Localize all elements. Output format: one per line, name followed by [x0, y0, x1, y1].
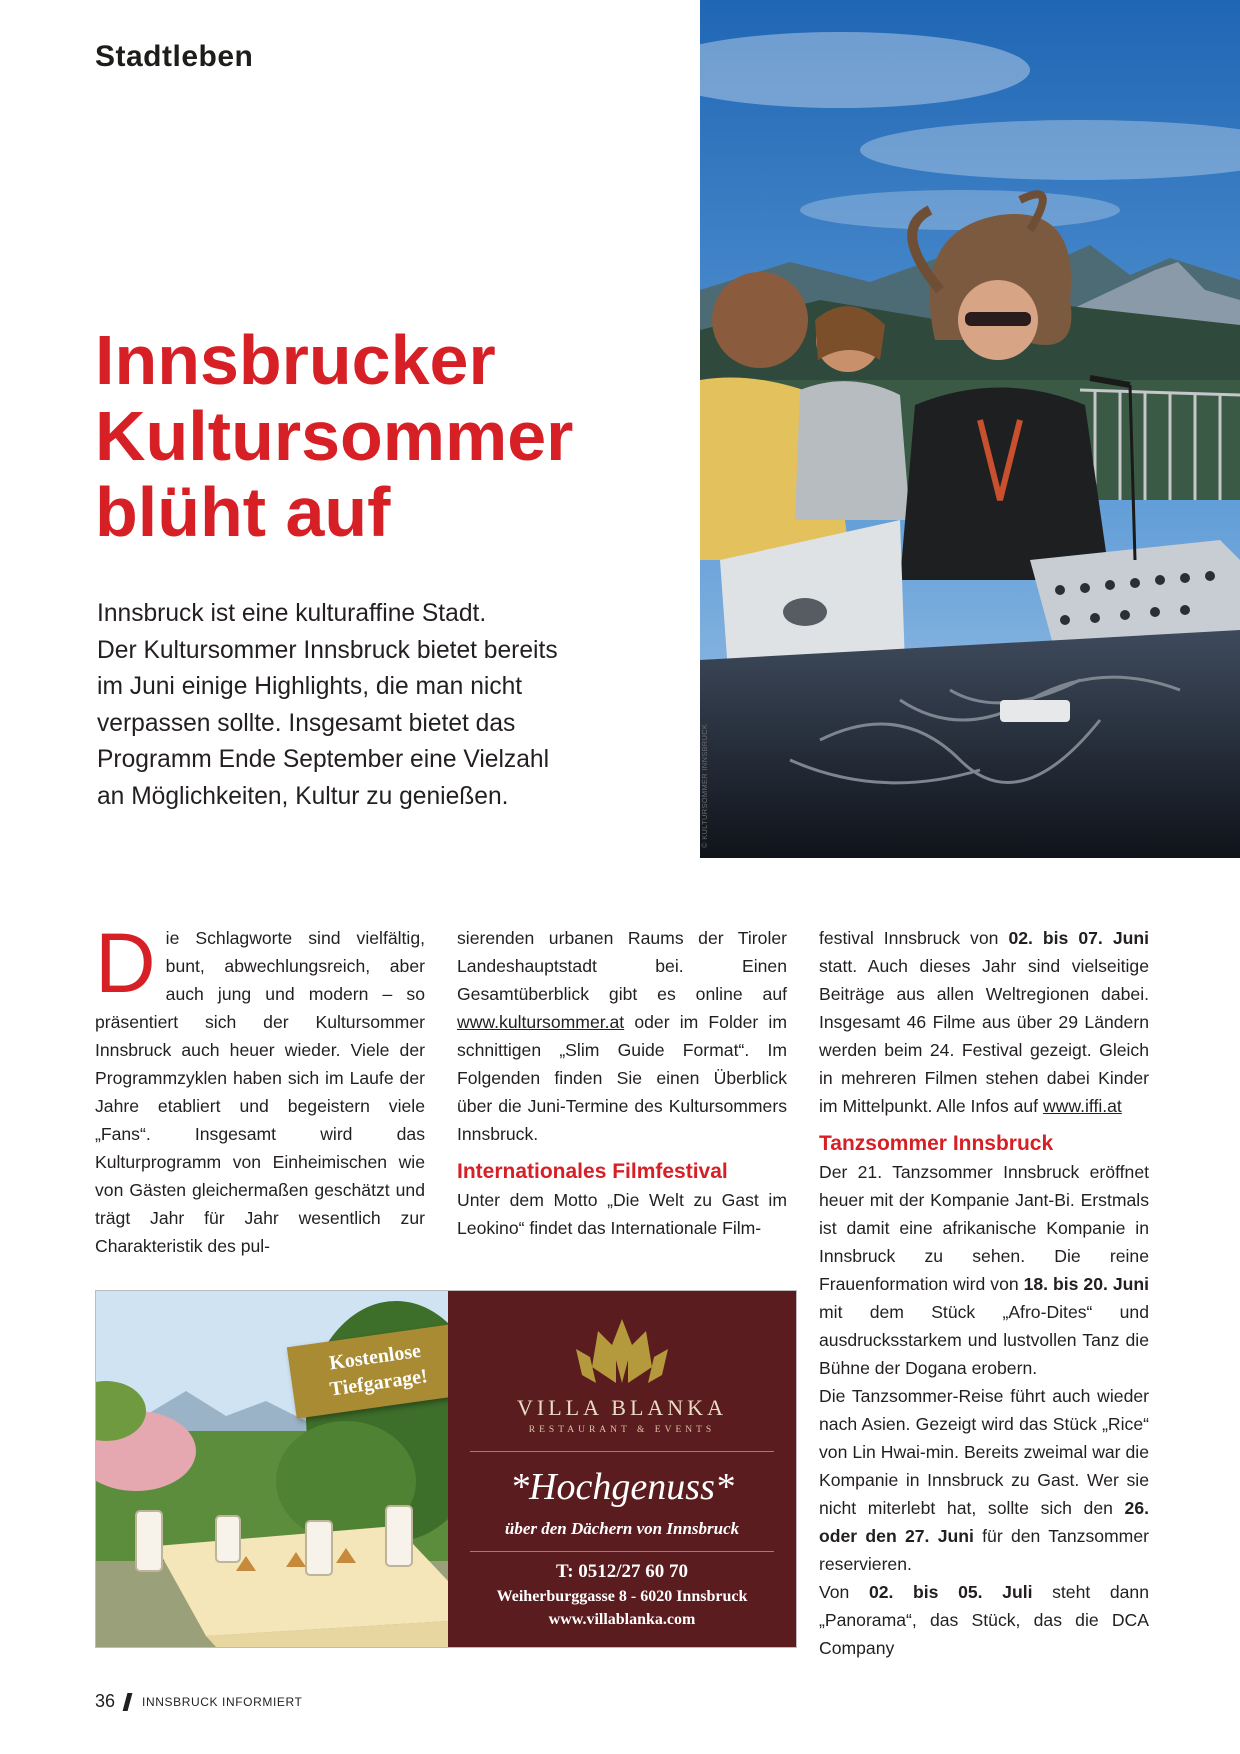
text-run: für den Tanzsommer reservieren.: [819, 1526, 1149, 1574]
text-run: Die Tanzsommer-Reise führt auch wieder nach Asien. Gezeigt wird das Stück „Rice“ von Lin Hwai-min. Bereits zweimal war die Kompanie in Innsbruck zu Gast. Wer sie nicht miterlebt hat, sollte sich den: [819, 1386, 1149, 1518]
tanzsommer-paragraph-3: [819, 1578, 1149, 1662]
headline-line-2: Kultursommer: [95, 397, 574, 475]
footer-slash-divider: [123, 1693, 133, 1711]
drop-cap: D: [95, 916, 156, 1010]
publication-title: INNSBRUCK INFORMIERT: [142, 1694, 303, 1709]
badge-line-1: Kostenlose: [327, 1339, 423, 1375]
tanzsommer-paragraph-2: [819, 1382, 1149, 1578]
ad-website-link[interactable]: www.villablanka.com: [548, 1611, 696, 1628]
ad-info-panel: [448, 1291, 796, 1647]
filmfestival-paragraph: Unter dem Motto „Die Welt zu Gast im Leokino“ findet das Internationale Film-: [457, 1190, 787, 1238]
lead-paragraph: [97, 596, 617, 815]
ad-slogan: *Hochgenuss*: [510, 1466, 734, 1508]
column-2-text: sierenden urbanen Raums der Tiroler Landeshauptstadt bei. Einen Gesamtüberblick gibt es online auf: [457, 928, 787, 1004]
lead-line: im Juni einige Highlights, die man nicht: [97, 673, 523, 700]
column-1-paragraph: [95, 916, 425, 1260]
iffi-link[interactable]: www.iffi.at: [1042, 1096, 1122, 1116]
text-run: Von: [819, 1582, 869, 1602]
headline-line-3: blüht auf: [95, 473, 391, 551]
date-highlight: 26. oder den 27. Juni: [819, 1498, 1149, 1546]
text-run: Der 21. Tanzsommer Innsbruck eröffnet heuer mit der Kompanie Jant-Bi. Erstmals ist damit eine afrikanische Kompanie in Innsbruck zu sehen. Die reine Frauenformation wird von: [819, 1162, 1149, 1294]
article-column-2: [457, 924, 787, 1242]
ad-phone[interactable]: T: 0512/27 60 70: [555, 1561, 689, 1582]
tanzsommer-paragraph-1: [819, 1158, 1149, 1382]
ad-address: Weiherburggasse 8 - 6020 Innsbruck: [496, 1588, 748, 1605]
ad-divider: [470, 1551, 774, 1552]
text-run: statt. Auch dieses Jahr sind vielseitige Beiträge aus allen Weltregionen dabei. Insgesamt 46 Filme aus über 29 Ländern werden beim 24. Festival gezeigt. Gleich in mehreren Filmen stehen dabei Kinder im Mittelpunkt. Alle Infos auf: [819, 956, 1149, 1116]
page-footer: [95, 1691, 302, 1712]
badge-line-2: Tiefgarage!: [328, 1365, 429, 1401]
filmfestival-paragraph-cont: [819, 924, 1149, 1120]
lead-line: Programm Ende September eine Vielzahl: [97, 746, 550, 773]
column-2-paragraph: [457, 924, 787, 1148]
filmfestival-subheading: Internationales Filmfestival: [457, 1160, 728, 1183]
text-run: festival Innsbruck von: [819, 928, 1009, 948]
text-run: mit dem Stück „Afro-Dites“ und ausdrucksstarkem und lustvollen Tanz die Bühne der Dogana erobern.: [819, 1302, 1149, 1378]
hero-photo: [700, 0, 1240, 858]
lead-line: Innsbruck ist eine kulturaffine Stadt.: [97, 600, 487, 627]
headline-line-1: Innsbrucker: [95, 321, 496, 399]
column-2-text-cont: oder im Folder im schnittigen „Slim Guide Format“. Im Folgenden finden Sie einen Überblick über die Juni-Termine des Kultursommers Innsbruck.: [457, 1012, 787, 1144]
lead-line: Der Kultursommer Innsbruck bietet bereits: [97, 636, 558, 664]
date-highlight: 02. bis 07. Juni: [1008, 928, 1149, 948]
crown-logo-icon: [572, 1315, 672, 1387]
ad-tagline: über den Dächern von Innsbruck: [504, 1519, 740, 1538]
section-label: Stadtleben: [95, 40, 254, 73]
date-highlight: 18. bis 20. Juni: [1023, 1274, 1150, 1294]
ad-brand-name: VILLA BLANKA: [517, 1395, 727, 1420]
lead-line: an Möglichkeiten, Kultur zu genießen.: [97, 782, 509, 810]
date-highlight: 02. bis 05. Juli: [868, 1582, 1033, 1602]
kultursommer-link[interactable]: www.kultursommer.at: [457, 1012, 625, 1032]
page-number: 36: [95, 1691, 116, 1711]
lead-line: verpassen sollte. Insgesamt bietet das: [97, 709, 516, 737]
ad-divider: [470, 1451, 774, 1452]
text-run: steht dann „Panorama“, das Stück, das die DCA Company: [819, 1582, 1150, 1658]
article-column-3: [819, 924, 1149, 1662]
column-1-text: ie Schlagworte sind vielfältig, bunt, abwechlungsreich, aber auch jung und modern – so präsentiert sich der Kultursommer Innsbruck auch heuer wieder. Viele der Programmzyklen haben sich im Laufe der Jahre etabliert und begeistern viele „Fans“. Insgesamt wird das Kulturprogramm von Einheimischen wie von Gästen gleichermaßen geschätzt und trägt Jahr für Jahr wesentlich zur Charakteristik des pul-: [95, 928, 425, 1256]
headline: [95, 322, 675, 550]
photo-credit: © KULTURSOMMER INNSBRUCK: [700, 723, 709, 848]
article-column-1: [95, 916, 425, 1260]
ad-brand-subtitle: RESTAURANT & EVENTS: [528, 1425, 716, 1435]
tanzsommer-subheading: Tanzsommer Innsbruck: [819, 1132, 1054, 1155]
villa-blanka-advertisement[interactable]: [95, 1290, 797, 1648]
